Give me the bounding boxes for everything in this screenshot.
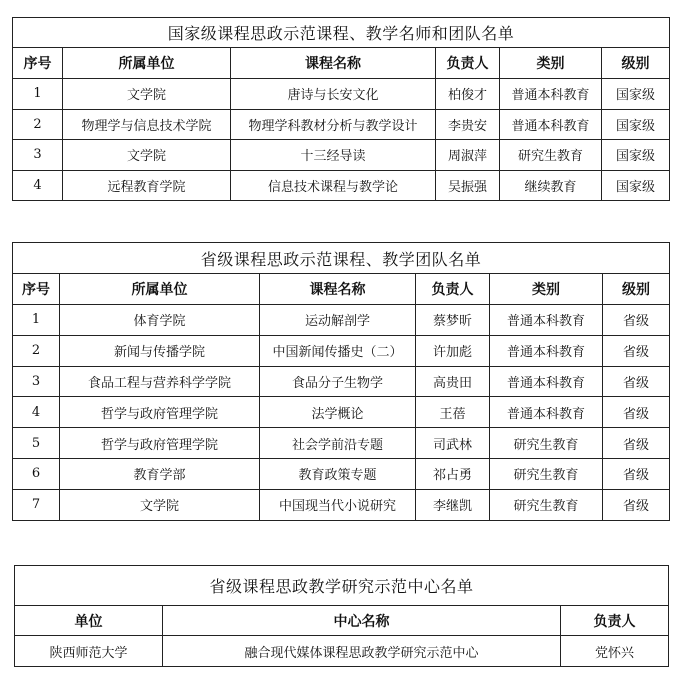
provincial-table-title: 省级课程思政示范课程、教学团队名单 [13, 243, 670, 274]
table-cell: 国家级 [602, 109, 670, 140]
center-list-table [14, 565, 669, 667]
table-cell: 普通本科教育 [490, 305, 603, 336]
table-cell: 教育政策专题 [260, 458, 416, 489]
table-cell: 省级 [603, 305, 670, 336]
table-cell: 蔡梦昕 [416, 305, 490, 336]
table-cell: 唐诗与长安文化 [231, 79, 436, 110]
table-cell: 省级 [603, 366, 670, 397]
table-cell: 社会学前沿专题 [260, 428, 416, 459]
table-cell: 省级 [603, 428, 670, 459]
table-cell: 高贵田 [416, 366, 490, 397]
table-cell: 食品分子生物学 [260, 366, 416, 397]
table-cell: 研究生教育 [490, 489, 603, 520]
table-cell: 哲学与政府管理学院 [60, 428, 260, 459]
table-row [13, 109, 670, 140]
table-cell: 祁占勇 [416, 458, 490, 489]
national-table-title: 国家级课程思政示范课程、教学名师和团队名单 [13, 18, 670, 48]
table-cell: 教育学部 [60, 458, 260, 489]
column-header: 所属单位 [63, 48, 231, 79]
column-header: 级别 [602, 48, 670, 79]
column-header: 单位 [15, 606, 163, 636]
table-cell: 1 [13, 79, 63, 110]
table-cell: 远程教育学院 [63, 170, 231, 201]
table-cell: 省级 [603, 335, 670, 366]
table-cell: 党怀兴 [561, 636, 669, 667]
table-cell: 吴振强 [436, 170, 500, 201]
table-row [13, 458, 670, 489]
table-cell: 国家级 [602, 170, 670, 201]
table-cell: 3 [13, 366, 60, 397]
table-cell: 哲学与政府管理学院 [60, 397, 260, 428]
table-row [13, 397, 670, 428]
table-cell: 运动解剖学 [260, 305, 416, 336]
column-header: 所属单位 [60, 274, 260, 305]
table-cell: 司武林 [416, 428, 490, 459]
table-cell: 研究生教育 [490, 428, 603, 459]
table-cell: 2 [13, 335, 60, 366]
table-cell: 2 [13, 109, 63, 140]
table-cell: 十三经导读 [231, 140, 436, 171]
table-cell: 柏俊才 [436, 79, 500, 110]
table-cell: 省级 [603, 489, 670, 520]
table-cell: 6 [13, 458, 60, 489]
table-cell: 7 [13, 489, 60, 520]
table-cell: 周淑萍 [436, 140, 500, 171]
column-header: 级别 [603, 274, 670, 305]
table-cell: 法学概论 [260, 397, 416, 428]
table-cell: 王蓓 [416, 397, 490, 428]
column-header: 负责人 [436, 48, 500, 79]
column-header: 负责人 [561, 606, 669, 636]
column-header: 负责人 [416, 274, 490, 305]
table-cell: 食品工程与营养科学学院 [60, 366, 260, 397]
table-cell: 文学院 [63, 79, 231, 110]
table-row [13, 170, 670, 201]
table-cell: 物理学与信息技术学院 [63, 109, 231, 140]
table-cell: 研究生教育 [490, 458, 603, 489]
table-cell: 李贵安 [436, 109, 500, 140]
table-cell: 省级 [603, 397, 670, 428]
table-cell: 普通本科教育 [490, 397, 603, 428]
table-cell: 信息技术课程与教学论 [231, 170, 436, 201]
column-header: 序号 [13, 48, 63, 79]
table-cell: 许加彪 [416, 335, 490, 366]
table-cell: 李继凯 [416, 489, 490, 520]
table-row [13, 489, 670, 520]
table-cell: 普通本科教育 [490, 335, 603, 366]
table-cell: 体育学院 [60, 305, 260, 336]
table-row [13, 366, 670, 397]
column-header: 序号 [13, 274, 60, 305]
table-cell: 1 [13, 305, 60, 336]
column-header: 类别 [490, 274, 603, 305]
table-cell: 中国现当代小说研究 [260, 489, 416, 520]
table-cell: 4 [13, 170, 63, 201]
column-header: 课程名称 [231, 48, 436, 79]
table-cell: 5 [13, 428, 60, 459]
column-header: 类别 [500, 48, 602, 79]
column-header: 课程名称 [260, 274, 416, 305]
table-header-row [13, 274, 670, 305]
table-cell: 陕西师范大学 [15, 636, 163, 667]
table-header-row [15, 606, 669, 636]
table-row [13, 140, 670, 171]
table-cell: 普通本科教育 [500, 79, 602, 110]
table-cell: 国家级 [602, 79, 670, 110]
table-cell: 中国新闻传播史（二） [260, 335, 416, 366]
table-cell: 普通本科教育 [500, 109, 602, 140]
table-cell: 文学院 [63, 140, 231, 171]
table-header-row [13, 48, 670, 79]
provincial-list-table [12, 242, 670, 521]
table-cell: 融合现代媒体课程思政教学研究示范中心 [163, 636, 561, 667]
column-header: 中心名称 [163, 606, 561, 636]
table-cell: 继续教育 [500, 170, 602, 201]
national-list-table [12, 17, 670, 201]
table-row [15, 636, 669, 667]
table-row [13, 305, 670, 336]
table-cell: 国家级 [602, 140, 670, 171]
table-cell: 物理学科教材分析与教学设计 [231, 109, 436, 140]
table-row [13, 335, 670, 366]
table-row [13, 428, 670, 459]
table-cell: 省级 [603, 458, 670, 489]
table-cell: 研究生教育 [500, 140, 602, 171]
table-cell: 文学院 [60, 489, 260, 520]
center-table-title: 省级课程思政教学研究示范中心名单 [15, 566, 669, 606]
table-cell: 3 [13, 140, 63, 171]
table-cell: 普通本科教育 [490, 366, 603, 397]
table-cell: 4 [13, 397, 60, 428]
table-cell: 新闻与传播学院 [60, 335, 260, 366]
table-row [13, 79, 670, 110]
